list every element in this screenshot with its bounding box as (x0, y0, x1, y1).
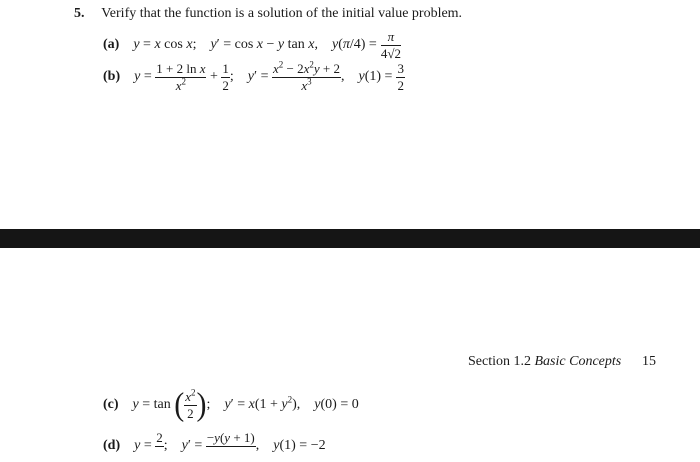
part-b-function-fraction: $\frac{\text{1 + 2 ln x}}{x^2}$ (156, 61, 206, 93)
part-b: (b) y = $\frac{\text{1 + 2 ln x}}{x^2}$ + $\frac{1}{2}$ ; y ′ = $\frac{x^2 - 2x^2y + 2}{x^3}$ , y(1) = $\frac{3}{2}$ (103, 59, 404, 93)
part-a-initial-condition: y(π/4) = (331, 37, 377, 53)
part-d-function-fraction: 2 (156, 430, 163, 445)
section-title: Basic Concepts (534, 354, 622, 369)
problem-number: 5. (74, 6, 85, 21)
page-number: 15 (642, 354, 656, 369)
part-d-equation-fraction: −y(y + 1) (206, 430, 255, 445)
part-b-equation-fraction: $\frac{x^2 - 2x^2y + 2}{x^3}$ (272, 59, 340, 93)
part-c-equation: $y' = x(1 + y^2)$, (224, 394, 301, 413)
part-d: (d) y = 2 ; y ′ = −y(y + 1) , y(1) = −2 (103, 431, 326, 461)
part-c-label: (c) (103, 397, 119, 413)
part-a-function: y = x cos x; (133, 37, 197, 53)
part-c-function-fraction: $\frac{x^2}{2}$ (185, 387, 196, 421)
part-a-equation: y′ = cos x − y tan x, (210, 37, 318, 53)
part-a-ic-fraction: $\frac{\pi}{4√2}$ (380, 29, 401, 61)
part-b-ic-fraction: $\frac{3}{2}$ (397, 61, 404, 93)
part-a (103, 30, 401, 60)
part-c-initial-condition: y(0) = 0 (314, 397, 359, 413)
part-d-label: (d) (103, 438, 121, 454)
page-break-band (0, 229, 700, 248)
part-a-label: (a) (103, 37, 120, 53)
part-b-half-fraction: $\frac{1}{2}$ (222, 61, 229, 93)
running-head (468, 354, 621, 370)
part-b-label: (b) (103, 69, 121, 85)
section-number: Section 1.2 (468, 354, 531, 369)
problem-header (74, 6, 462, 22)
part-d-initial-condition: y(1) = −2 (273, 438, 326, 454)
problem-instruction: Verify that the function is a solution of the initial value problem. (101, 6, 463, 21)
part-c: (c) y = tan ( $\frac{x^2}{2}$ ) ; $y' = x(1 + y^2)$, y(0) = 0 (103, 386, 359, 423)
part-b-initial-condition: y(1) = (358, 69, 393, 85)
